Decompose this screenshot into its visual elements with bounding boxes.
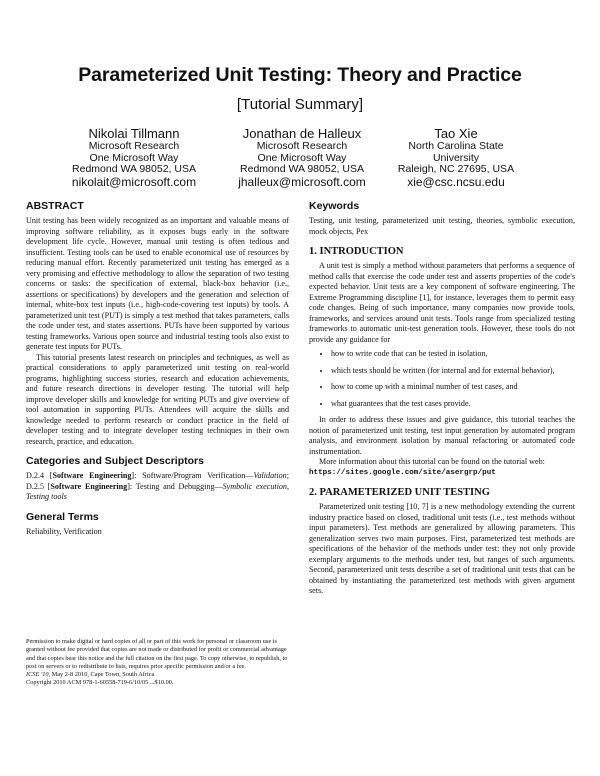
author-affiliation: One Microsoft Way [89,151,179,164]
author-name: Nikolai Tillmann [88,126,180,141]
author-name: Tao Xie [434,126,478,141]
author-block [212,126,392,188]
author-affiliation: Microsoft Research [88,140,180,152]
permission-notice [26,638,289,688]
keywords-heading: Keywords [309,200,360,212]
keywords-text: Testing, unit testing, parameterized unit testing, theories, symbolic execution, mock objects, Pex [309,216,575,236]
abstract-heading: ABSTRACT [26,200,84,212]
list-item: • how to come up with a minimal number of test cases, and [331,382,575,393]
list-item: • what guarantees that the test cases provide. [331,399,575,410]
list-item: • which tests should be written (for internal and for external behavior), [331,366,575,377]
abstract-paragraph: Unit testing has been widely recognized as an important and valuable means of improving software reliability, as it exposes bugs early in the software development life cycle. However, manual unit testing is often tedious and insufficient. Testing tools can be used to enable economical use of resources by reducing manual effort. Recently parameterized unit testing has emerged as a very promising and effective methodology to allow the separation of two testing concerns or tasks: the specification of external, black-box behavior (i.e., assertions or specifications) by developers and the generation and selection of internal, white-box test inputs (i.e., high-code-covering test inputs) by tools. A parameterized unit test (PUT) is simply a test method that takes parameters, calls the code under test, and states assertions. PUTs have been supported by various testing frameworks. Various open source and industrial testing tools also exist to generate test inputs for PUTs. [26,216,289,351]
author-email: xie@csc.ncsu.edu [407,174,505,189]
categories-text: D.2.4 [Software Engineering]: Software/Program Verification—Validation; D.2.5 [Software Engineering]: Testing and Debugging—Symbolic execution, Testing tools [26,471,289,501]
author-affiliation: Redmond WA 98052, USA [240,163,364,175]
paper-subtitle: [Tutorial Summary] [236,96,364,113]
permission-text: Permission to make digital or hard copies of all or part of this work for personal or classroom use is granted without fee provided that copies are not made or distributed for profit or commercial advantage and that copies bear this notice and the full citation on the first page. To copy otherwise, to republish, to post on servers or to redistribute to lists, requires prior specific permission and/or a fee. [26,638,288,670]
put-section-heading: 2. PARAMETERIZED UNIT TESTING [309,487,490,498]
paper-title: Parameterized Unit Testing: Theory and Practice [78,64,522,86]
venue-line: ICSE '10, May 2-8 2010, Cape Town, South Africa [26,671,155,679]
intro-bullet-list [309,349,575,409]
author-email: nikolait@microsoft.com [71,174,197,189]
author-block [44,126,224,188]
left-column [26,200,289,537]
put-paragraph: Parameterized unit testing [10, 7] is a new methodology extending the current industry practice based on closed, traditional unit tests (i.e., test methods without input parameters). Test methods are generalized by allowing parameters. This generalization serves two main purposes. First, parameterized test methods are specifications of the behavior of the methods under test: they not only provide exemplary arguments to the methods under test, but ranges of such arguments. Second, parameterized unit tests describe a set of traditional unit tests that can be obtained by instantiating the parameterized test methods with given argument sets. [309,502,575,595]
general-terms-heading: General Terms [26,510,99,523]
author-affiliation: One Microsoft Way [257,151,347,164]
author-affiliation: Microsoft Research [256,140,348,152]
categories-heading: Categories and Subject Descriptors [26,455,204,467]
author-block [366,126,546,188]
right-column [309,200,575,597]
intro-heading: 1. INTRODUCTION [309,246,404,257]
author-affiliation: University [432,151,480,164]
author-affiliation: North Carolina State [408,140,504,152]
intro-paragraph: In order to address these issues and give guidance, this tutorial teaches the notion of parameterized unit testing, test input generation by automated program analysis, and environment isolation by manual refactoring or automated code instrumentation. [309,415,575,456]
general-terms-text: Reliability, Verification [26,526,102,536]
abstract-paragraph: This tutorial presents latest research on principles and techniques, as well as practical considerations to apply parameterized unit testing on real-world programs, highlighting success stories, research and education achievements, and future research directions in developer testing. The tutorial will help improve developer skills and knowledge for writing PUTs and give overview of tool automation in supporting PUTs. Attendees will acquire the skills and knowledge needed to perform research or conduct practice in the field of developer testing and to integrate developer testing techniques in their own research, practice, and education. [26,352,289,446]
intro-paragraph: More information about this tutorial can be found on the tutorial web: [319,457,545,466]
author-affiliation: Redmond WA 98052, USA [72,163,196,175]
copyright-line: Copyright 2010 ACM 978-1-60558-719-6/10/05 ...$10.00. [26,679,174,687]
tutorial-url-link[interactable]: https://sites.google.com/site/asergrp/put [309,468,496,477]
author-name: Jonathan de Halleux [242,126,362,141]
intro-paragraph: A unit test is simply a method without parameters that performs a sequence of method calls that exercise the code under test and asserts properties of the code's expected behavior. Unit tests are a key component of software engineering. The Extreme Programming discipline [1], for instance, leverages them to permit easy code changes. Being of such importance, many companies now provide tools, frameworks, and services around unit tests. Tools range from specialized testing frameworks to automatic unit-test generation tools. However, these tools do not provide any guidance for [309,261,575,344]
list-item: • how to write code that can be tested in isolation, [331,349,575,360]
author-email: jhalleux@microsoft.com [238,174,366,189]
author-affiliation: Raleigh, NC 27695, USA [397,163,515,175]
